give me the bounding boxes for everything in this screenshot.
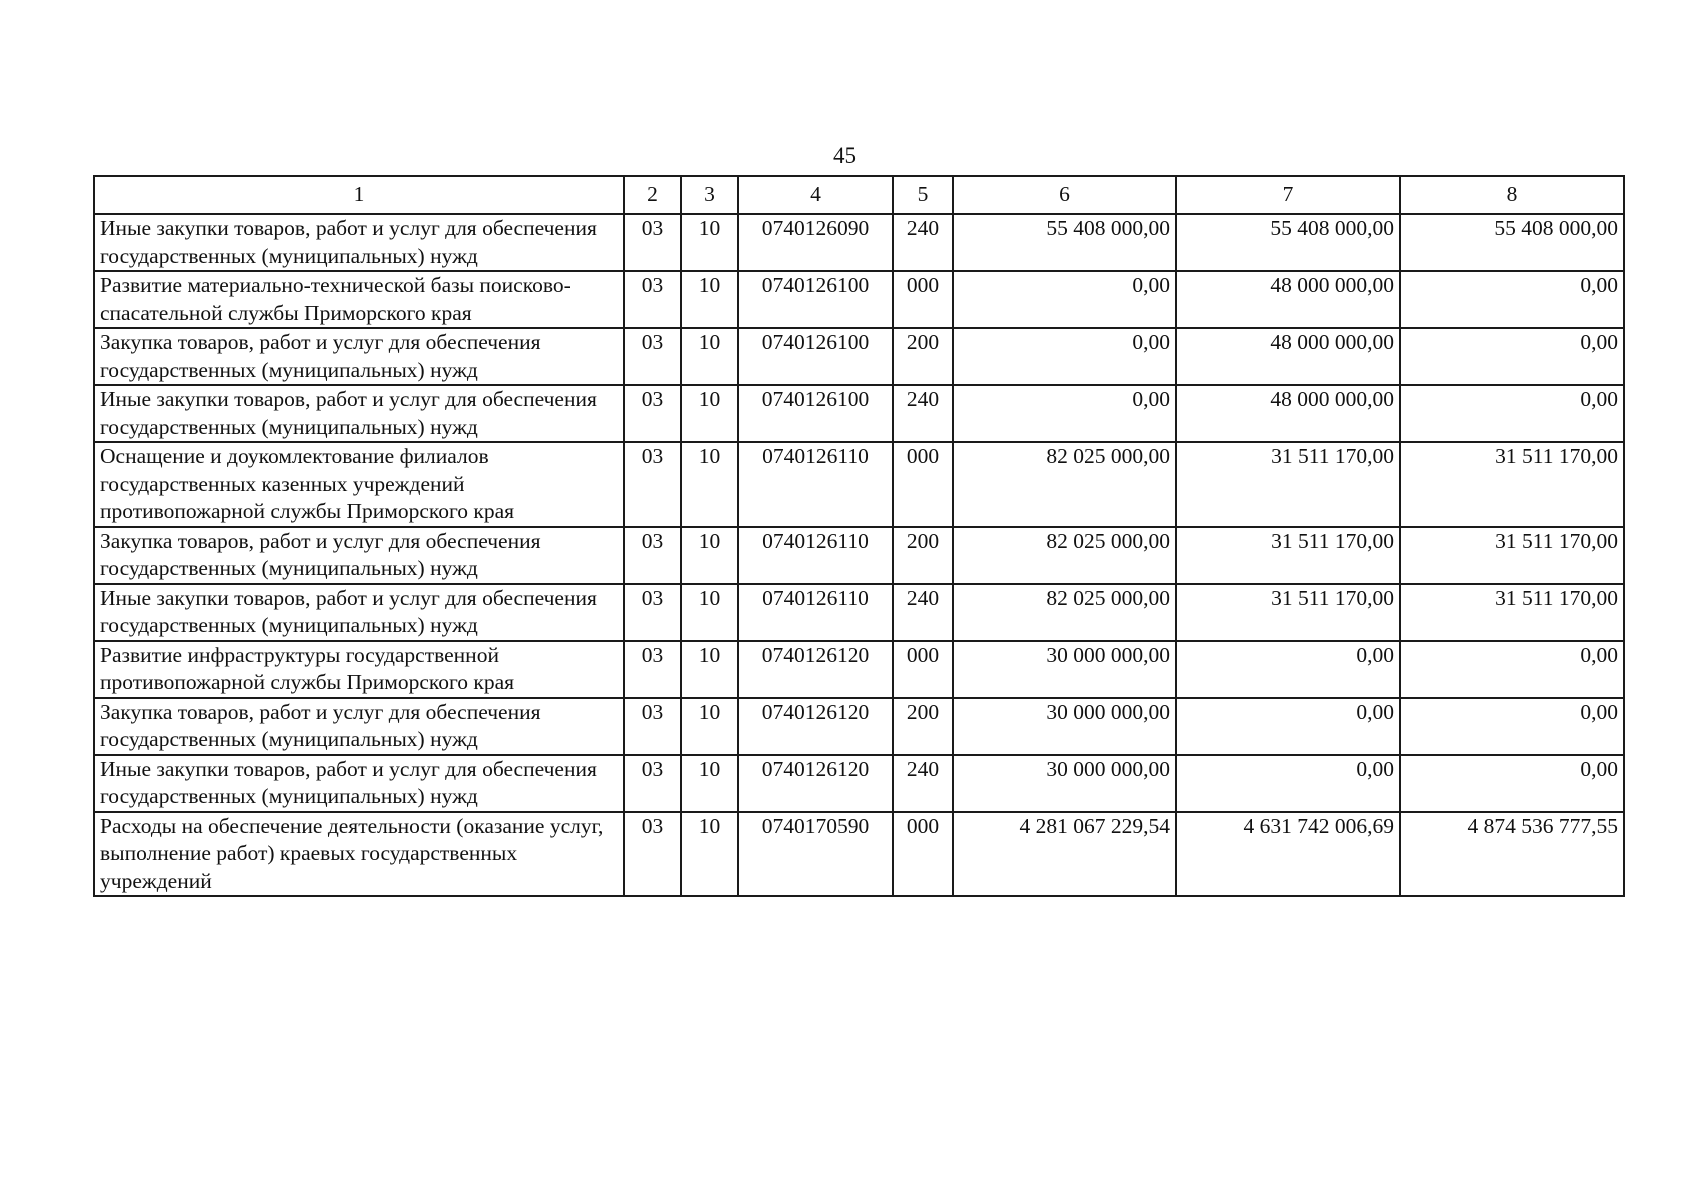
section-code: 03: [624, 698, 681, 755]
amount-col6: 0,00: [953, 328, 1176, 385]
section-code: 03: [624, 812, 681, 897]
amount-col7: 0,00: [1176, 641, 1400, 698]
amount-col7: 31 511 170,00: [1176, 527, 1400, 584]
table-row: [94, 698, 1624, 755]
amount-col6: 30 000 000,00: [953, 755, 1176, 812]
amount-col6: 4 281 067 229,54: [953, 812, 1176, 897]
amount-col6: 30 000 000,00: [953, 698, 1176, 755]
expense-name: Развитие инфраструктуры государственной противопожарной службы Приморского края: [94, 641, 624, 698]
section-code: 03: [624, 442, 681, 527]
table-row: [94, 584, 1624, 641]
table-row: [94, 641, 1624, 698]
table-row: [94, 328, 1624, 385]
section-code: 03: [624, 584, 681, 641]
column-header: 6: [953, 176, 1176, 214]
amount-col7: 0,00: [1176, 698, 1400, 755]
amount-col8: 31 511 170,00: [1400, 442, 1624, 527]
amount-col8: 0,00: [1400, 641, 1624, 698]
amount-col8: 0,00: [1400, 755, 1624, 812]
expense-name: Закупка товаров, работ и услуг для обеспечения государственных (муниципальных) нужд: [94, 328, 624, 385]
amount-col7: 4 631 742 006,69: [1176, 812, 1400, 897]
target-article-code: 0740126100: [738, 328, 893, 385]
target-article-code: 0740170590: [738, 812, 893, 897]
subsection-code: 10: [681, 755, 738, 812]
amount-col6: 0,00: [953, 385, 1176, 442]
target-article-code: 0740126090: [738, 214, 893, 271]
column-header: 8: [1400, 176, 1624, 214]
amount-col8: 4 874 536 777,55: [1400, 812, 1624, 897]
subsection-code: 10: [681, 442, 738, 527]
expense-name: Оснащение и доукомлектование филиалов государственных казенных учреждений противопожарной службы Приморского края: [94, 442, 624, 527]
section-code: 03: [624, 641, 681, 698]
amount-col6: 30 000 000,00: [953, 641, 1176, 698]
amount-col7: 48 000 000,00: [1176, 385, 1400, 442]
amount-col7: 0,00: [1176, 755, 1400, 812]
subsection-code: 10: [681, 328, 738, 385]
subsection-code: 10: [681, 812, 738, 897]
table-row: [94, 755, 1624, 812]
target-article-code: 0740126110: [738, 584, 893, 641]
amount-col7: 48 000 000,00: [1176, 271, 1400, 328]
expense-name: Закупка товаров, работ и услуг для обеспечения государственных (муниципальных) нужд: [94, 527, 624, 584]
amount-col6: 82 025 000,00: [953, 442, 1176, 527]
column-number-row: [94, 176, 1624, 214]
expense-type-code: 240: [893, 755, 953, 812]
section-code: 03: [624, 328, 681, 385]
expense-type-code: 200: [893, 698, 953, 755]
amount-col8: 0,00: [1400, 698, 1624, 755]
column-header: 4: [738, 176, 893, 214]
amount-col6: 55 408 000,00: [953, 214, 1176, 271]
amount-col8: 55 408 000,00: [1400, 214, 1624, 271]
amount-col7: 55 408 000,00: [1176, 214, 1400, 271]
expense-name: Иные закупки товаров, работ и услуг для обеспечения государственных (муниципальных) нужд: [94, 214, 624, 271]
expense-name: Иные закупки товаров, работ и услуг для обеспечения государственных (муниципальных) нужд: [94, 584, 624, 641]
expense-type-code: 000: [893, 641, 953, 698]
target-article-code: 0740126120: [738, 641, 893, 698]
amount-col8: 0,00: [1400, 271, 1624, 328]
amount-col8: 0,00: [1400, 328, 1624, 385]
expense-name: Иные закупки товаров, работ и услуг для обеспечения государственных (муниципальных) нужд: [94, 755, 624, 812]
expense-type-code: 240: [893, 385, 953, 442]
target-article-code: 0740126110: [738, 527, 893, 584]
subsection-code: 10: [681, 385, 738, 442]
column-header: 3: [681, 176, 738, 214]
column-header: 2: [624, 176, 681, 214]
target-article-code: 0740126100: [738, 385, 893, 442]
column-header: 5: [893, 176, 953, 214]
section-code: 03: [624, 385, 681, 442]
section-code: 03: [624, 527, 681, 584]
expense-type-code: 240: [893, 584, 953, 641]
amount-col7: 31 511 170,00: [1176, 584, 1400, 641]
section-code: 03: [624, 755, 681, 812]
table-row: [94, 271, 1624, 328]
column-header: 1: [94, 176, 624, 214]
expense-type-code: 000: [893, 271, 953, 328]
target-article-code: 0740126100: [738, 271, 893, 328]
amount-col6: 0,00: [953, 271, 1176, 328]
table-row: [94, 812, 1624, 897]
table-row: [94, 527, 1624, 584]
expense-type-code: 000: [893, 442, 953, 527]
expense-type-code: 200: [893, 527, 953, 584]
section-code: 03: [624, 271, 681, 328]
table-row: [94, 385, 1624, 442]
target-article-code: 0740126110: [738, 442, 893, 527]
amount-col8: 0,00: [1400, 385, 1624, 442]
budget-table: [93, 175, 1625, 897]
expense-name: Расходы на обеспечение деятельности (оказание услуг, выполнение работ) краевых государственных учреждений: [94, 812, 624, 897]
expense-name: Развитие материально-технической базы поисково-спасательной службы Приморского края: [94, 271, 624, 328]
column-header: 7: [1176, 176, 1400, 214]
subsection-code: 10: [681, 698, 738, 755]
expense-type-code: 200: [893, 328, 953, 385]
subsection-code: 10: [681, 584, 738, 641]
amount-col7: 48 000 000,00: [1176, 328, 1400, 385]
page-number: 45: [833, 143, 856, 168]
section-code: 03: [624, 214, 681, 271]
amount-col6: 82 025 000,00: [953, 584, 1176, 641]
subsection-code: 10: [681, 527, 738, 584]
expense-type-code: 240: [893, 214, 953, 271]
target-article-code: 0740126120: [738, 755, 893, 812]
amount-col6: 82 025 000,00: [953, 527, 1176, 584]
subsection-code: 10: [681, 271, 738, 328]
expense-name: Иные закупки товаров, работ и услуг для обеспечения государственных (муниципальных) нужд: [94, 385, 624, 442]
table-row: [94, 442, 1624, 527]
amount-col7: 31 511 170,00: [1176, 442, 1400, 527]
amount-col8: 31 511 170,00: [1400, 527, 1624, 584]
amount-col8: 31 511 170,00: [1400, 584, 1624, 641]
target-article-code: 0740126120: [738, 698, 893, 755]
table-row: [94, 214, 1624, 271]
expense-name: Закупка товаров, работ и услуг для обеспечения государственных (муниципальных) нужд: [94, 698, 624, 755]
expense-type-code: 000: [893, 812, 953, 897]
subsection-code: 10: [681, 641, 738, 698]
subsection-code: 10: [681, 214, 738, 271]
